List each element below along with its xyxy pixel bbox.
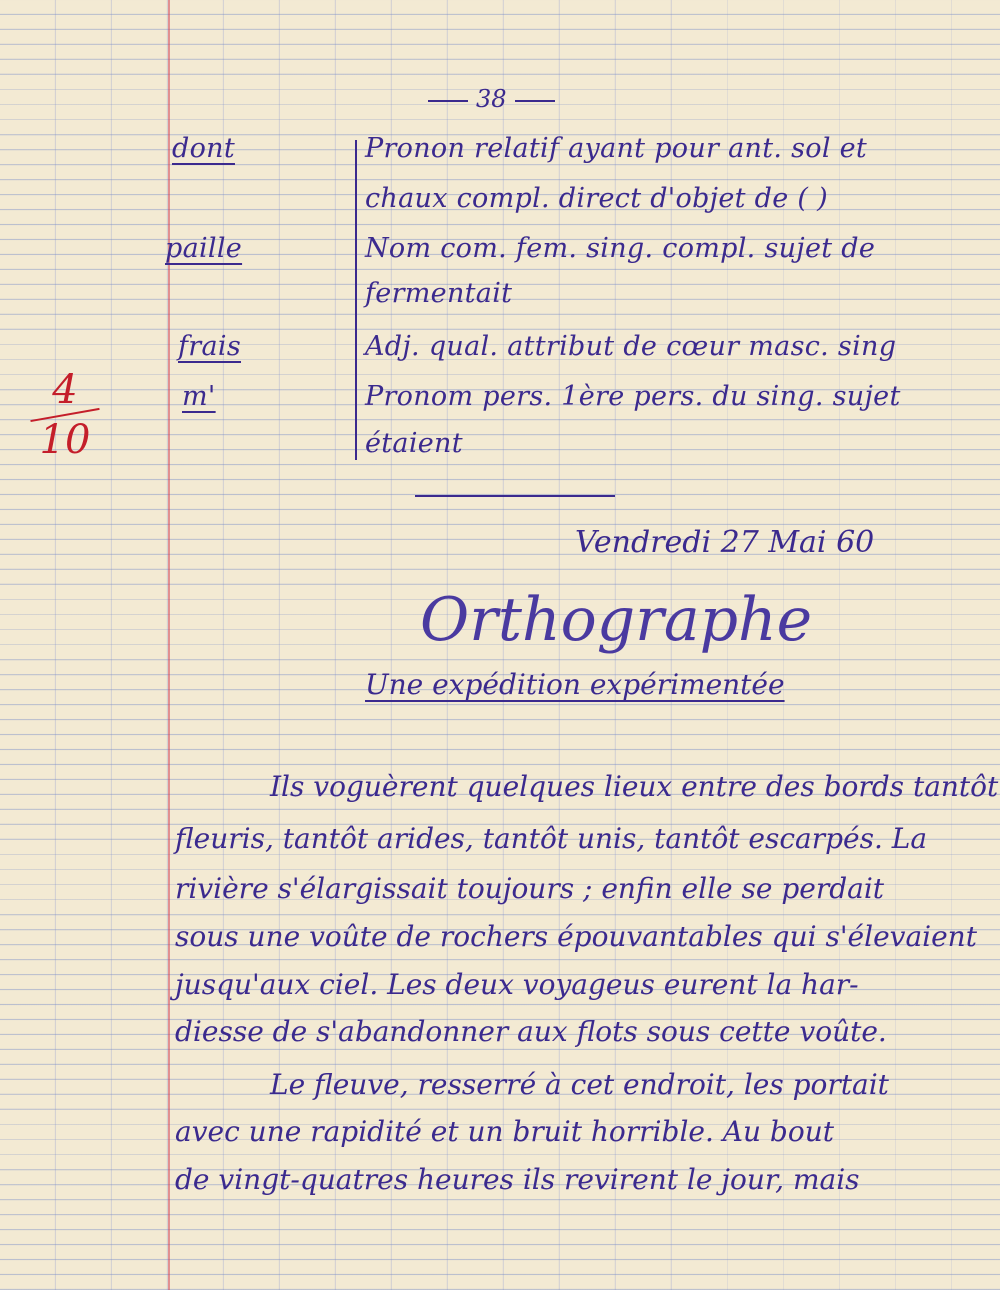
analysis-line: étaient: [365, 428, 463, 459]
grade-numerator: 4: [52, 367, 78, 413]
analysis-line: chaux compl. direct d'objet de ( ): [365, 183, 828, 214]
page-title: Orthographe: [420, 585, 813, 655]
body-line: rivière s'élargissait toujours ; enfin elle se perdait: [175, 872, 885, 905]
analysis-word: frais: [178, 331, 241, 362]
analysis-line: Pronom pers. 1ère pers. du sing. sujet: [365, 381, 901, 412]
analysis-line: fermentait: [365, 278, 513, 309]
body-line: jusqu'aux ciel. Les deux voyageus eurent la har-: [175, 968, 859, 1001]
body-line: Ils voguèrent quelques lieux entre des bords tantôt: [270, 770, 999, 803]
analysis-word: dont: [172, 133, 235, 164]
analysis-word: paille: [165, 233, 243, 264]
body-line: avec une rapidité et un bruit horrible. Au bout: [175, 1115, 834, 1148]
grade-denominator: 10: [39, 417, 91, 463]
grade-mark: [30, 368, 100, 462]
analysis-line: Adj. qual. attribut de cœur masc. sing: [365, 331, 897, 362]
body-line: sous une voûte de rochers épouvantables qui s'élevaient: [175, 920, 977, 953]
analysis-line: Pronon relatif ayant pour ant. sol et: [365, 133, 868, 164]
body-line: Le fleuve, resserré à cet endroit, les portait: [270, 1068, 889, 1101]
analysis-divider: [355, 140, 357, 460]
body-line: diesse de s'abandonner aux flots sous cette voûte.: [175, 1015, 887, 1048]
margin-line: [168, 0, 170, 1290]
subtitle: Une expédition expérimentée: [365, 668, 785, 701]
body-line: de vingt-quatres heures ils revirent le jour, mais: [175, 1163, 860, 1196]
analysis-line: Nom com. fem. sing. compl. sujet de: [365, 233, 876, 264]
body-line: fleuris, tantôt arides, tantôt unis, tantôt escarpés. La: [175, 822, 928, 855]
page-number: 38: [420, 85, 563, 113]
section-divider: [415, 495, 615, 497]
analysis-word: m': [182, 381, 216, 412]
date: Vendredi 27 Mai 60: [575, 525, 875, 560]
